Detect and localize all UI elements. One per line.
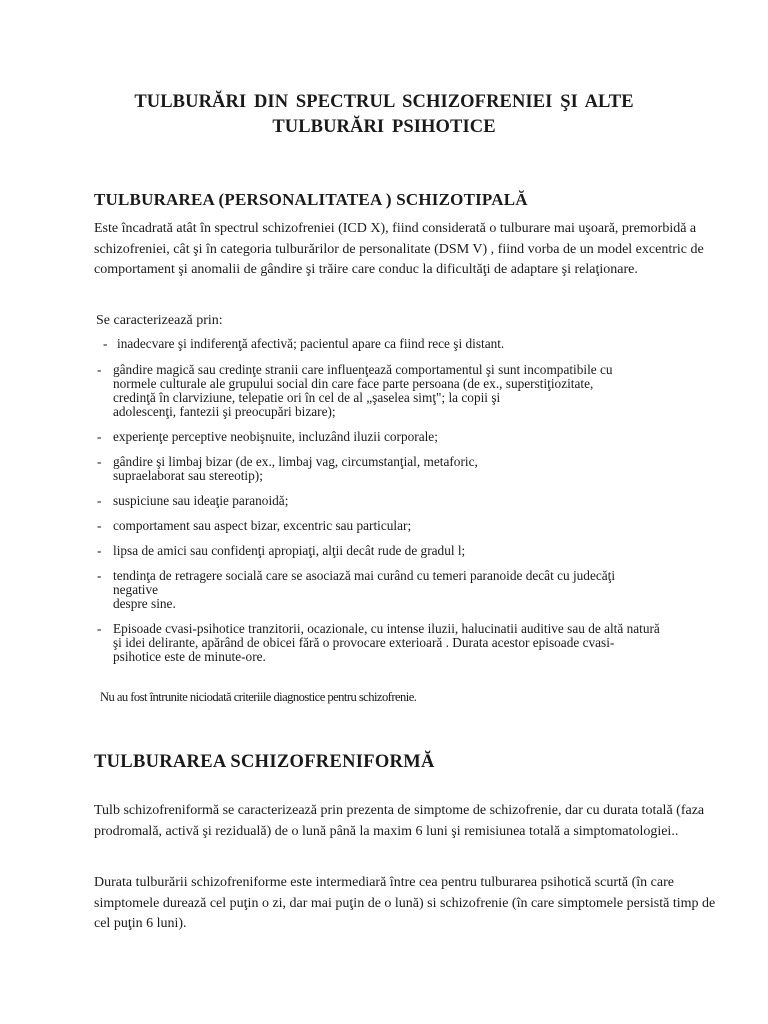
diagnostic-note: Nu au fost întrunite niciodată criteriile diagnostice pentru schizofrenie. — [100, 690, 417, 704]
section1-paragraph: Este încadrată atât în spectrul schizofreniei (ICD X), fiind considerată o tulburare mai uşoară, premorbidă a schizofreniei, cât şi în categoria tulburărilor de personalitate (DSM V) , fiind vorba de un model excentric de comportament şi anomalii de gândire şi trăire care conduc la dificultăţi de adaptare şi relaţionare. — [94, 221, 704, 277]
section2-paragraph-2: Durata tulburării schizofreniforme este intermediară între cea pentru tulburarea psihotică scurtă (în care simptomele durează cel puţin o zi, dar mai puţin de o lună) si schizofrenie (în care simptomele persistă timp de cel puţin 6 luni). — [94, 875, 716, 931]
list-item: - comportament sau aspect bizar, excentric sau particular; — [97, 518, 412, 533]
list-item: - gândire magică sau credinţe stranii care influenţează comportamentul şi sunt incompatibile cu normele culturale ale grupului social din care face parte persoana (de ex., superstiţiozitate, credinţă în clarviziune, telepatie ori în cel de al „şaselea simţ"; la copii şi adolescenţi, fantezii şi preocupări bizare); — [97, 362, 613, 419]
list-item: - lipsa de amici sau confidenţi apropiaţi, alţii decât rude de gradul l; — [97, 543, 466, 558]
section-heading-schizotypal: TULBURAREA (PERSONALITATEA ) SCHIZOTIPALĂ — [94, 190, 528, 209]
criteria-intro: Se caracterizează prin: — [96, 313, 223, 328]
section-heading-schizophreniform: TULBURAREA SCHIZOFRENIFORMĂ — [94, 752, 435, 772]
list-item: - gândire şi limbaj bizar (de ex., limbaj vag, circumstanţial, metaforic, supraelaborat sau stereotip); — [97, 454, 478, 483]
title-line-1: TULBURĂRI DIN SPECTRUL SCHIZOFRENIEI ŞI ALTE — [134, 92, 634, 112]
list-item: - inadecvare şi indiferenţă afectivă; pacientul apare ca fiind rece şi distant. — [103, 336, 505, 351]
list-item: - experienţe perceptive neobişnuite, incluzând iluzii corporale; — [97, 429, 438, 444]
list-item: - suspiciune sau ideaţie paranoidă; — [97, 493, 289, 508]
page-title — [60, 90, 708, 140]
list-item: - tendinţa de retragere socială care se asociază mai curând cu temeri paranoide decât cu judecăţi negative despre sine. — [97, 568, 616, 611]
list-item: - Episoade cvasi-psihotice tranzitorii, ocazionale, cu intense iluzii, halucinatii auditive sau de altă natură şi idei delirante, apărând de obicei fără o provocare exterioară . Durata acestor episoade cvasi- psihotice este de minute-ore. — [97, 621, 660, 664]
criteria-list — [97, 337, 727, 675]
section2-paragraph-1: Tulb schizofreniformă se caracterizează prin prezenta de simptome de schizofrenie, dar cu durata totală (faza prodromală, activă şi reziduală) de o lună până la maxim 6 luni şi remisiunea totală a simptomatologiei.. — [94, 803, 705, 839]
title-line-2: TULBURĂRI PSIHOTICE — [272, 117, 496, 137]
